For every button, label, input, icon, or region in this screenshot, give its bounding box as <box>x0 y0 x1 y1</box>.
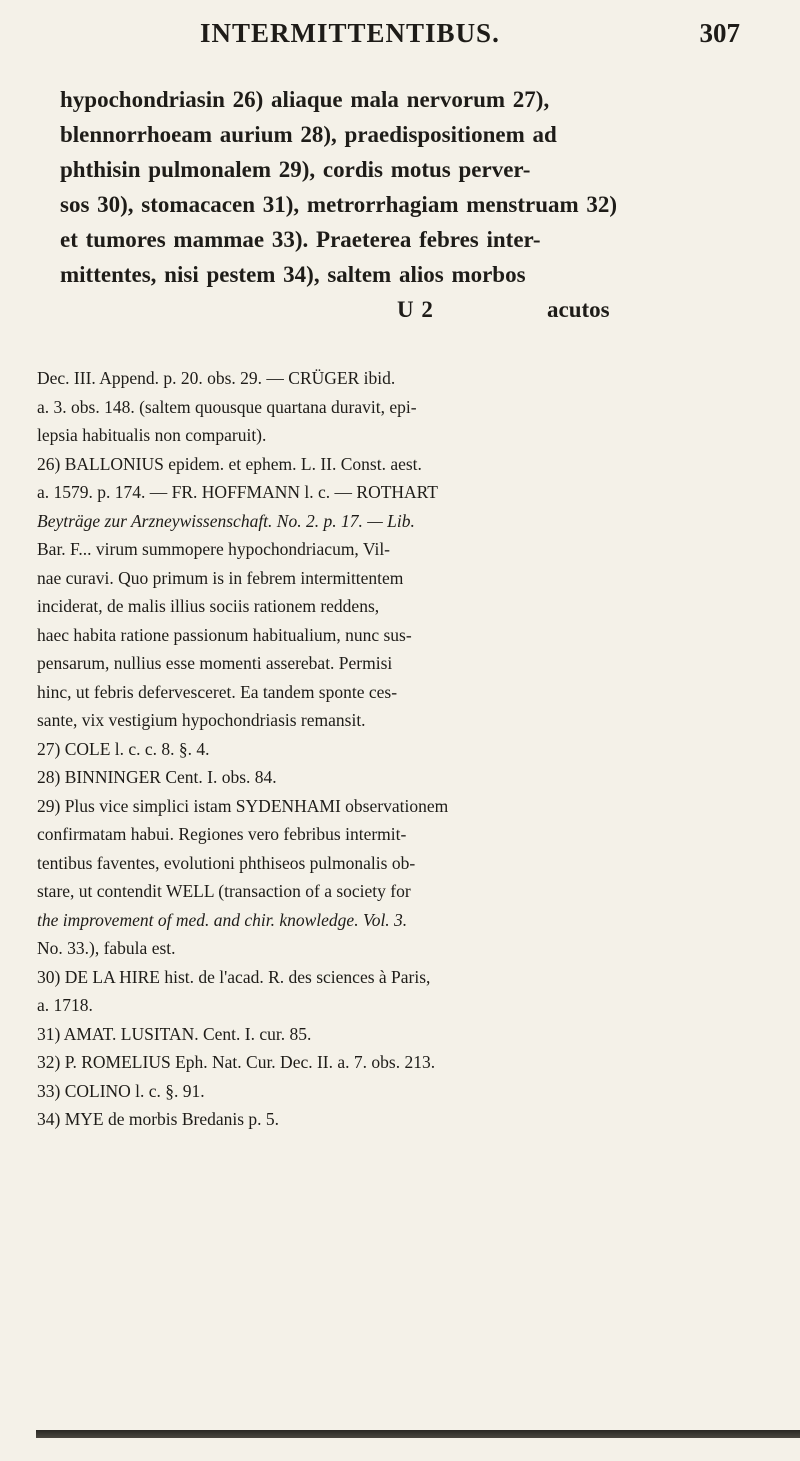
text-line: phthisin pulmonalem 29), cordis motus perver- <box>60 157 531 182</box>
page-edge-rule <box>36 1430 800 1438</box>
footnote-line: pensarum, nullius esse momenti asserebat. Permisi <box>37 653 393 673</box>
text-line: hypochondriasin 26) aliaque mala nervorum 27), <box>60 87 550 112</box>
footnote-line: nae curavi. Quo primum is in febrem intermittentem <box>37 567 404 588</box>
text-line: blennorrhoeam aurium 28), praedispositionem ad <box>60 122 557 147</box>
footnote-line: stare, ut contendit WELL (transaction of a society for <box>37 881 411 901</box>
footnote-line: haec habita ratione passionum habitualium, nunc sus- <box>37 624 412 645</box>
footnote-line: a. 3. obs. 148. (saltem quousque quartana duravit, epi- <box>37 396 417 417</box>
running-head: INTERMITTENTIBUS. <box>200 18 500 48</box>
footnote-line: No. 33.), fabula est. <box>37 938 176 958</box>
footnote-line: lepsia habitualis non comparuit). <box>37 425 267 445</box>
footnote-line: 33) COLINO l. c. §. 91. <box>37 1080 205 1101</box>
footnote-line: a. 1579. p. 174. — FR. HOFFMANN l. c. — ROTHART <box>37 482 438 502</box>
main-text <box>60 82 720 327</box>
text-line: et tumores mammae 33). Praeterea febres inter- <box>60 227 541 252</box>
footnote-line: 27) COLE l. c. c. 8. §. 4. <box>37 738 210 759</box>
page-number: 307 <box>699 18 740 48</box>
footnote-line: 28) BINNINGER Cent. I. obs. 84. <box>37 767 277 787</box>
footnotes <box>37 364 737 1134</box>
footnote-line: tentibus faventes, evolutioni phthiseos pulmonalis ob- <box>37 852 416 873</box>
footnote-line: 32) P. ROMELIUS Eph. Nat. Cur. Dec. II. a. 7. obs. 213. <box>37 1052 436 1072</box>
footnote-line: 31) AMAT. LUSITAN. Cent. I. cur. 85. <box>37 1023 312 1044</box>
footnote-line: confirmatam habui. Regiones vero febribus intermit- <box>37 824 407 844</box>
footnote-line: Beyträge zur Arzneywissenschaft. No. 2. p. 17. — Lib. <box>37 510 415 531</box>
text-line: mittentes, nisi pestem 34), saltem alios morbos <box>60 262 526 287</box>
catchword: acutos <box>547 297 610 322</box>
footnote-line: the improvement of med. and chir. knowledge. Vol. 3. <box>37 909 408 930</box>
footnote-line: 26) BALLONIUS epidem. et ephem. L. II. Const. aest. <box>37 453 422 474</box>
footnote-line: Bar. F... virum summopere hypochondriacum, Vil- <box>37 539 391 559</box>
page-header <box>0 18 800 58</box>
footnote-line: 30) DE LA HIRE hist. de l'acad. R. des sciences à Paris, <box>37 966 431 987</box>
footnote-line: hinc, ut febris defervesceret. Ea tandem sponte ces- <box>37 681 398 702</box>
footnote-line: 34) MYE de morbis Bredanis p. 5. <box>37 1109 280 1129</box>
text-line: sos 30), stomacacen 31), metrorrhagiam menstruam 32) <box>60 192 618 217</box>
footnote-line: 29) Plus vice simplici istam SYDENHAMI observationem <box>37 795 449 816</box>
footnote-line: inciderat, de malis illius sociis rationem reddens, <box>37 596 380 616</box>
footnote-line: Dec. III. Append. p. 20. obs. 29. — CRÜGER ibid. <box>37 368 396 388</box>
signature-line <box>60 292 720 327</box>
footnote-line: a. 1718. <box>37 995 93 1015</box>
signature-mark: U 2 <box>397 297 433 322</box>
footnote-line: sante, vix vestigium hypochondriasis remansit. <box>37 710 366 730</box>
